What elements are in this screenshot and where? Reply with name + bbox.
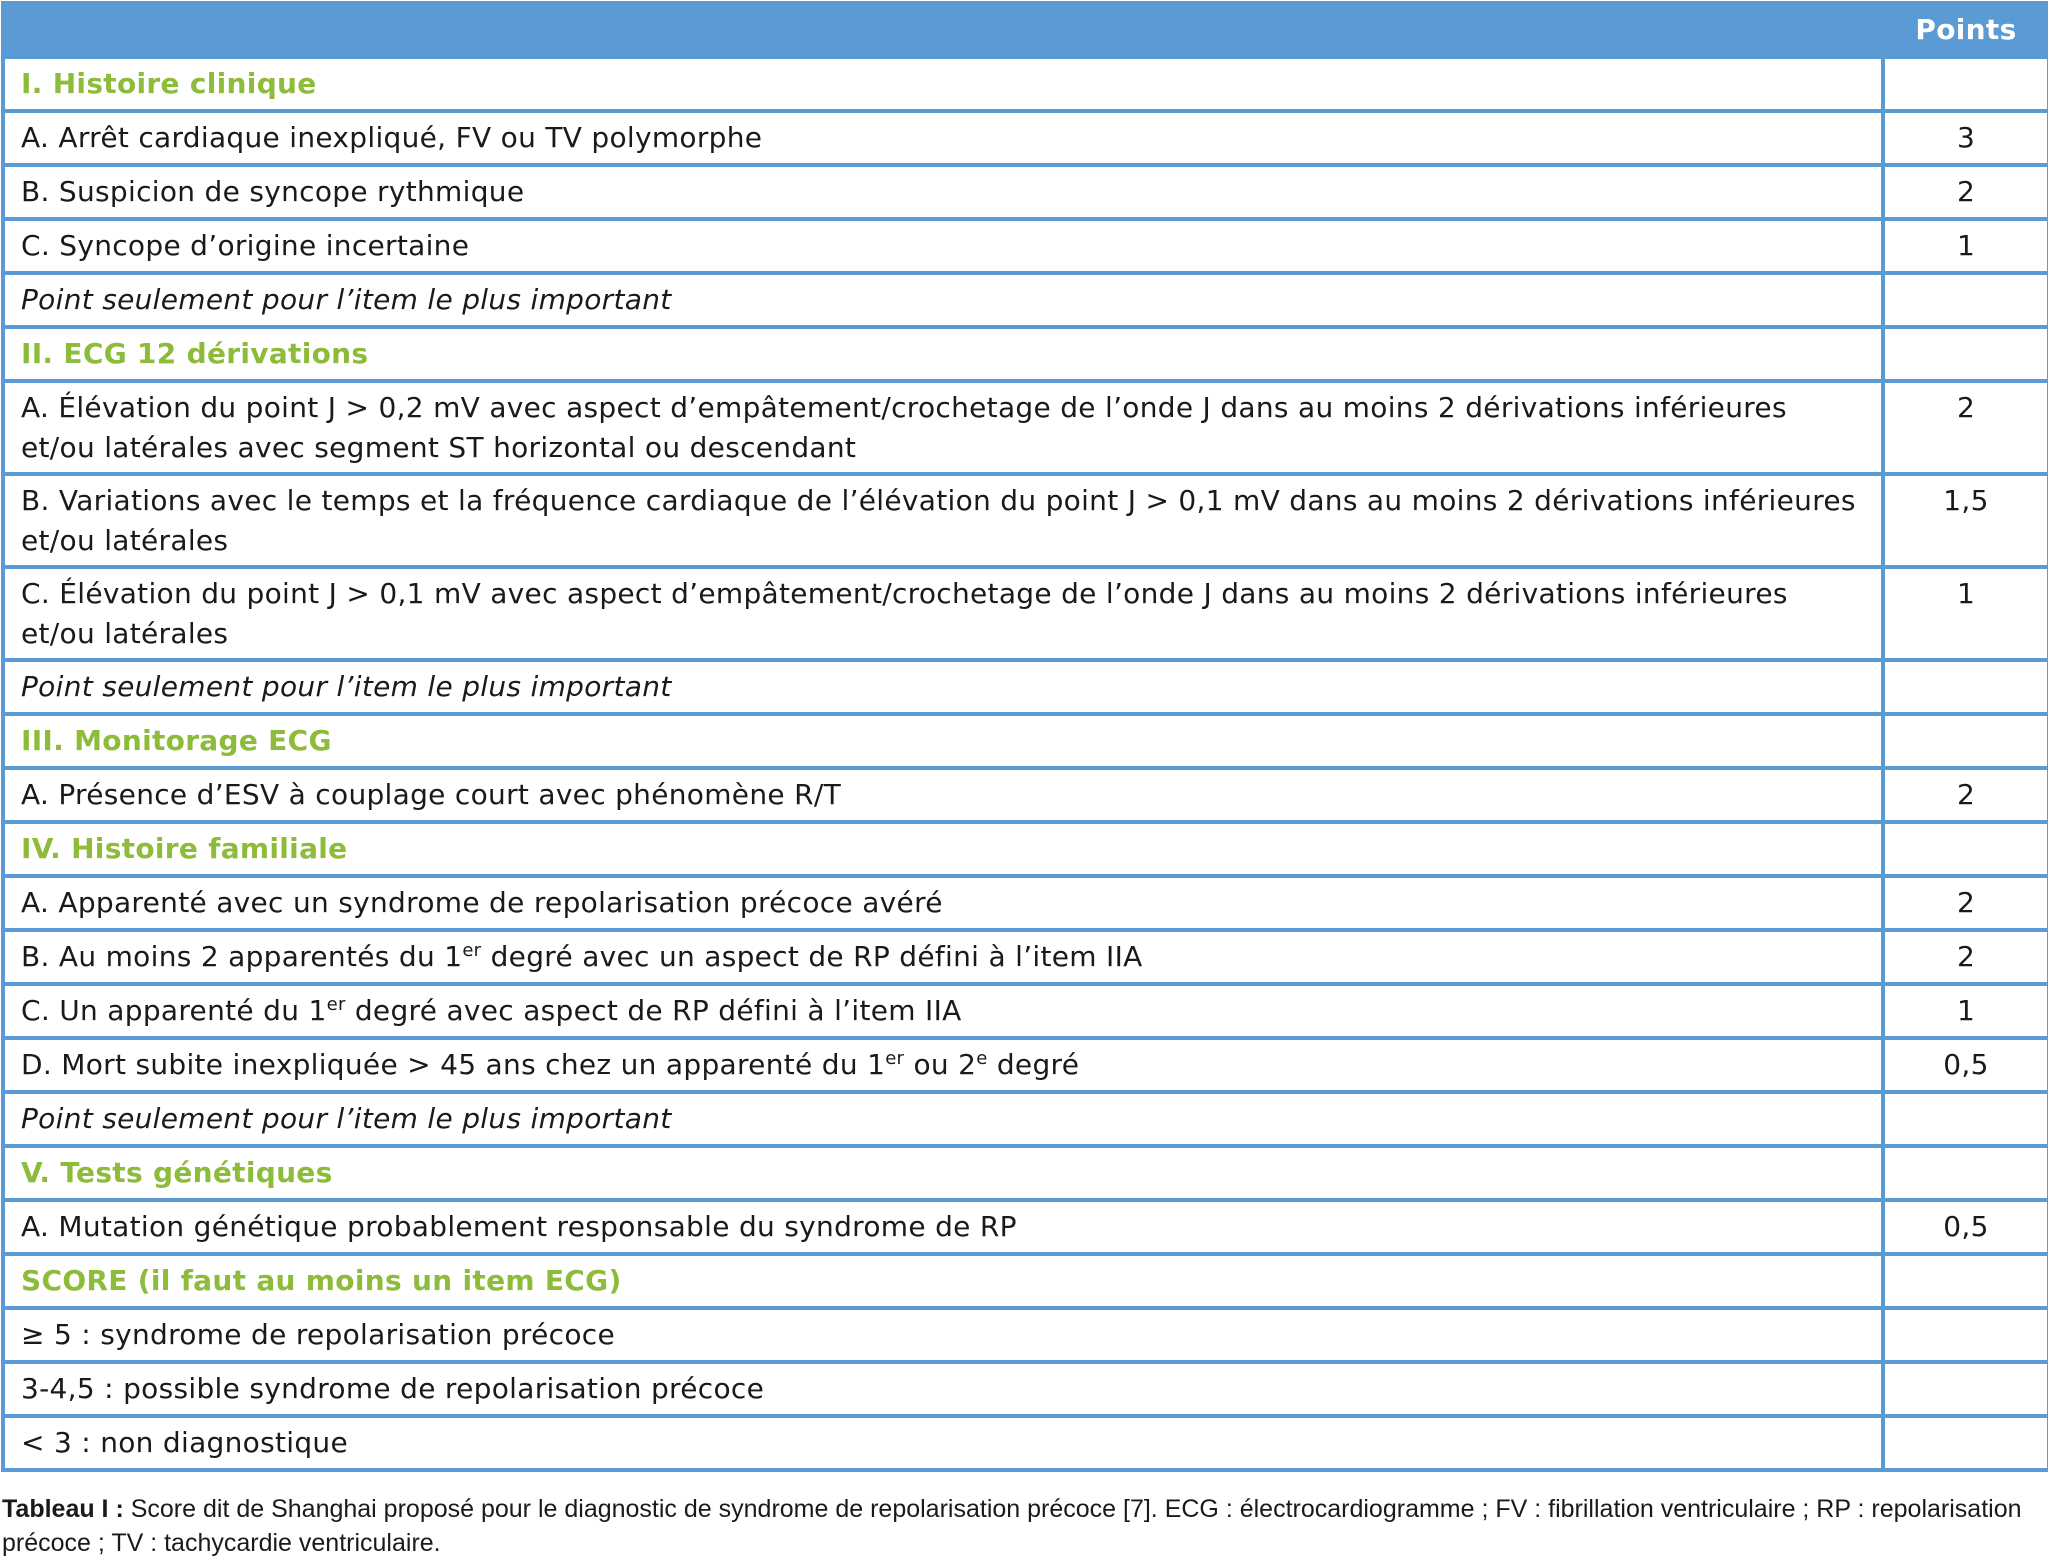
criterion-text: B. Variations avec le temps et la fréquence cardiaque de l’élévation du point J > 0,1 mV dans au moins 2 dérivations inférieures et/ou latérales xyxy=(3,474,1883,567)
section-heading: IV. Histoire familiale xyxy=(3,822,1883,876)
points-cell xyxy=(1883,1362,2048,1416)
section-row xyxy=(3,57,2048,111)
points-cell xyxy=(1883,273,2048,327)
table-header-row xyxy=(3,3,2048,57)
header-points: Points xyxy=(1883,3,2048,57)
criterion-text-part: degré xyxy=(987,1048,1080,1081)
criterion-text: C. Syncope d’origine incertaine xyxy=(3,219,1883,273)
table-row xyxy=(3,474,2048,567)
points-cell: 3 xyxy=(1883,111,2048,165)
section-row xyxy=(3,327,2048,381)
points-cell: 1,5 xyxy=(1883,474,2048,567)
table-row xyxy=(3,768,2048,822)
criterion-text: A. Arrêt cardiaque inexpliqué, FV ou TV polymorphe xyxy=(3,111,1883,165)
points-cell xyxy=(1883,1416,2048,1470)
caption-label: Tableau I : xyxy=(2,1495,124,1523)
points-cell xyxy=(1883,1146,2048,1200)
table-caption xyxy=(2,1492,2046,1560)
table-row xyxy=(3,984,2048,1038)
section-row xyxy=(3,822,2048,876)
header-criteria xyxy=(3,3,1883,57)
table-row xyxy=(3,1362,2048,1416)
table-body xyxy=(3,57,2048,1470)
points-cell xyxy=(1883,1254,2048,1308)
criterion-text xyxy=(3,1038,1883,1092)
points-cell xyxy=(1883,1308,2048,1362)
criterion-text-part: C. Un apparenté du 1 xyxy=(21,994,327,1027)
superscript: er xyxy=(462,940,482,961)
points-cell xyxy=(1883,327,2048,381)
criterion-text-part: degré avec aspect de RP défini à l’item IIA xyxy=(345,994,962,1027)
note-text: Point seulement pour l’item le plus important xyxy=(3,273,1883,327)
caption-text: Score dit de Shanghai proposé pour le diagnostic de syndrome de repolarisation précoce [7]. ECG : électrocardiogramme ; FV : fibrillation ventriculaire ; RP : repolarisation précoce ; TV : tachycardie ventriculaire. xyxy=(2,1495,2022,1557)
points-cell xyxy=(1883,660,2048,714)
table-row xyxy=(3,567,2048,660)
table-row xyxy=(3,1308,2048,1362)
points-cell: 1 xyxy=(1883,984,2048,1038)
section-heading: V. Tests génétiques xyxy=(3,1146,1883,1200)
section-heading: SCORE (il faut au moins un item ECG) xyxy=(3,1254,1883,1308)
table-row xyxy=(3,219,2048,273)
criterion-text xyxy=(3,930,1883,984)
criterion-text: A. Mutation génétique probablement responsable du syndrome de RP xyxy=(3,1200,1883,1254)
section-row xyxy=(3,1254,2048,1308)
criterion-text-part: B. Au moins 2 apparentés du 1 xyxy=(21,940,463,973)
table-row xyxy=(3,1416,2048,1470)
note-row xyxy=(3,273,2048,327)
criterion-text: A. Élévation du point J > 0,2 mV avec aspect d’empâtement/crochetage de l’onde J dans au moins 2 dérivations inférieures et/ou latérales avec segment ST horizontal ou descendant xyxy=(3,381,1883,474)
points-cell: 2 xyxy=(1883,165,2048,219)
criterion-text xyxy=(3,984,1883,1038)
criterion-text: A. Apparenté avec un syndrome de repolarisation précoce avéré xyxy=(3,876,1883,930)
table-row xyxy=(3,381,2048,474)
criterion-text: B. Suspicion de syncope rythmique xyxy=(3,165,1883,219)
shanghai-score-table xyxy=(1,1,2048,1472)
points-cell: 2 xyxy=(1883,876,2048,930)
criterion-text-part: D. Mort subite inexpliquée > 45 ans chez un apparenté du 1 xyxy=(21,1048,886,1081)
section-heading: III. Monitorage ECG xyxy=(3,714,1883,768)
note-row xyxy=(3,660,2048,714)
table-row xyxy=(3,876,2048,930)
points-cell: 2 xyxy=(1883,930,2048,984)
table-row xyxy=(3,111,2048,165)
criterion-text: A. Présence d’ESV à couplage court avec phénomène R/T xyxy=(3,768,1883,822)
criterion-text: C. Élévation du point J > 0,1 mV avec aspect d’empâtement/crochetage de l’onde J dans au moins 2 dérivations inférieures et/ou latérales xyxy=(3,567,1883,660)
points-cell: 0,5 xyxy=(1883,1038,2048,1092)
note-row xyxy=(3,1092,2048,1146)
superscript: e xyxy=(976,1048,988,1069)
criterion-text-part: degré avec un aspect de RP défini à l’item IIA xyxy=(481,940,1143,973)
points-cell xyxy=(1883,57,2048,111)
note-text: Point seulement pour l’item le plus important xyxy=(3,1092,1883,1146)
superscript: er xyxy=(326,994,346,1015)
points-cell: 0,5 xyxy=(1883,1200,2048,1254)
criterion-text: 3-4,5 : possible syndrome de repolarisation précoce xyxy=(3,1362,1883,1416)
criterion-text: < 3 : non diagnostique xyxy=(3,1416,1883,1470)
points-cell xyxy=(1883,822,2048,876)
superscript: er xyxy=(885,1048,905,1069)
points-cell: 1 xyxy=(1883,219,2048,273)
section-heading: I. Histoire clinique xyxy=(3,57,1883,111)
criterion-text: ≥ 5 : syndrome de repolarisation précoce xyxy=(3,1308,1883,1362)
criterion-text-part: ou 2 xyxy=(904,1048,977,1081)
note-text: Point seulement pour l’item le plus important xyxy=(3,660,1883,714)
table-row xyxy=(3,1200,2048,1254)
points-cell xyxy=(1883,1092,2048,1146)
table-row xyxy=(3,930,2048,984)
section-row xyxy=(3,714,2048,768)
section-row xyxy=(3,1146,2048,1200)
table-row xyxy=(3,1038,2048,1092)
table-row xyxy=(3,165,2048,219)
section-heading: II. ECG 12 dérivations xyxy=(3,327,1883,381)
points-cell xyxy=(1883,714,2048,768)
points-cell: 2 xyxy=(1883,381,2048,474)
points-cell: 2 xyxy=(1883,768,2048,822)
points-cell: 1 xyxy=(1883,567,2048,660)
